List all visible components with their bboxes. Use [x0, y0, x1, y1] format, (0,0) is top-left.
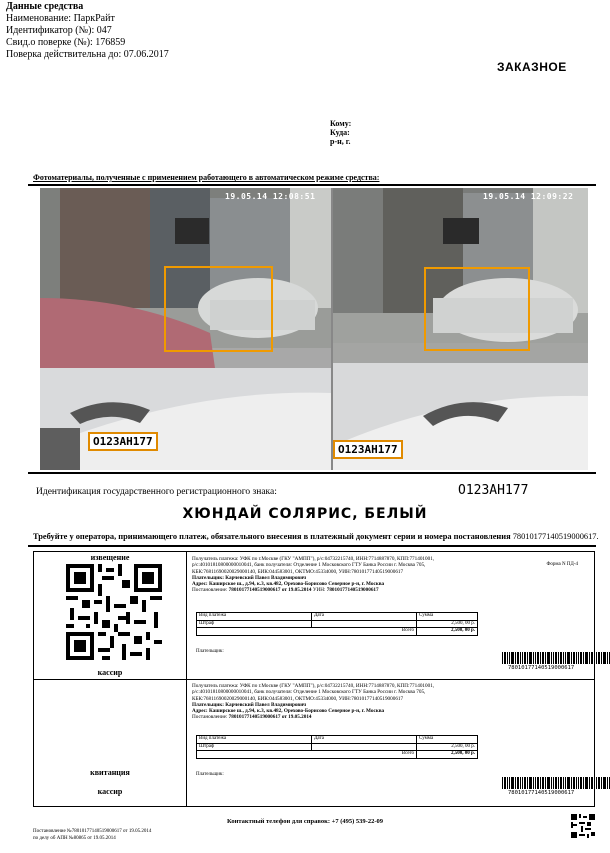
table-header-date: Дата	[312, 613, 417, 621]
decree-value: 78010177140519000617 от 19.05.2014	[228, 714, 312, 721]
table-row	[197, 736, 478, 744]
verification-valid-line: Поверка действительна до: 07.06.2017	[6, 49, 169, 60]
device-id-line: Идентификатор (№): 047	[6, 25, 112, 36]
table-row	[197, 613, 478, 621]
plate-identification-value: О123АН177	[458, 483, 529, 498]
table-header-type: Вид платежа	[197, 736, 312, 744]
corner-qr-code-icon	[571, 814, 595, 838]
payer-address: Каширское ш., д.94, к.3, кв.482, Орехово-Борисово Северное р-н, г. Москва	[208, 581, 385, 588]
photo-strip	[40, 188, 588, 470]
payment-table	[196, 612, 478, 636]
address-to: Кому:	[330, 119, 352, 128]
recipient-address	[330, 119, 351, 146]
photo-1-plate: О123АН177	[88, 432, 158, 451]
uin-label: УИН:	[312, 587, 326, 594]
payer-address-label: Адрес:	[192, 708, 208, 715]
photo-section-title: Фотоматериалы, полученные с применением работающего в автоматическом режиме средства:	[33, 173, 380, 182]
payer-name: Карчевский Павел Владимирович	[225, 574, 307, 581]
photo-2-timestamp: 19.05.14 12:09:22	[483, 192, 574, 201]
decree-value: 78010177140519000617 от 19.05.2014	[228, 587, 312, 594]
payer-address-label: Адрес:	[192, 581, 208, 588]
payee-line-2: р/с:40101810800000010041, банк получателя: Отделение 1 Московского ГТУ Банка России г. Москва 705,	[192, 689, 426, 696]
form-number: Форма N ПД-4	[546, 562, 578, 567]
notice-rule	[28, 545, 596, 547]
street-scene-image	[333, 188, 588, 470]
fine-date	[312, 620, 417, 628]
footer-decree-info	[33, 828, 151, 842]
device-data	[6, 1, 169, 61]
barcode-number: 78010177140519000617	[508, 790, 575, 796]
receipt-label: квитанция	[90, 768, 130, 777]
payee-line-2: р/с:40101810800000010041, банк получателя: Отделение 1 Московского ГТУ Банка России г. Москва 705,	[192, 562, 426, 569]
table-row	[197, 751, 478, 759]
decree-label: Постановление:	[192, 587, 228, 594]
total-label: Всего	[197, 751, 417, 759]
payment-notice-text: Требуйте у оператора, принимающего платеж, обязательного внесения в платежный документ серии и номера постановления	[33, 532, 511, 541]
address-where: Куда:	[330, 128, 350, 137]
table-header-amount: Сумма	[417, 613, 478, 621]
cashier-label: кассир	[97, 668, 123, 677]
fine-label: Штраф	[197, 620, 312, 628]
payee-details	[192, 556, 492, 594]
address-district: р-н, г.	[330, 137, 351, 146]
photo-2-plate: О123АН177	[333, 440, 403, 459]
payer-signature-label-2: Плательщик:	[196, 772, 224, 777]
table-row	[197, 743, 478, 751]
uin-value: 78010177140519000617	[326, 587, 379, 594]
payment-notice-number: 78010177140519000617.	[512, 532, 599, 541]
table-row	[197, 628, 478, 636]
receipt-notice	[34, 552, 594, 680]
verification-cert-line: Свид.о поверке (№): 176859	[6, 37, 126, 48]
qr-code-icon	[66, 564, 162, 660]
notice-label: извещение	[90, 553, 130, 562]
barcode-icon	[502, 652, 610, 664]
payer-name: Карчевский Павел Владимирович	[225, 701, 307, 708]
payment-notice	[33, 532, 599, 541]
fine-label: Штраф	[197, 743, 312, 751]
footer-decree-line: Постановление №78010177140519000617 от 19.05.2014	[33, 829, 152, 834]
violation-photo-1	[40, 188, 331, 470]
barcode-icon	[502, 777, 610, 789]
payment-table-2	[196, 735, 478, 759]
payer-address: Каширское ш., д.94, к.3, кв.482, Орехово-Борисово Северное р-н, г. Москва	[208, 708, 385, 715]
device-data-title: Данные средства	[6, 1, 84, 12]
payee-line-3: КБК:76811690020029000140, БИК:044583001, ОКТМО:45334000, УИН:78010177140519000617	[192, 695, 404, 702]
photo-top-rule	[28, 184, 596, 186]
fine-amount: 2,500, 00 р.	[417, 743, 478, 751]
registered-mail-label: ЗАКАЗНОЕ	[497, 60, 567, 74]
barcode-number: 78010177140519000617	[508, 665, 575, 671]
receipt-stub-details	[192, 679, 590, 806]
plate-identification-label: Идентификация государственного регистрационного знака:	[36, 487, 277, 497]
payee-line-1: Получатель платежа: УФК по г.Москве (ГКУ "АМПП"), р/с:04732215740, ИНН:7714887870, КПП:771401001,	[192, 556, 435, 562]
payment-form	[33, 551, 595, 807]
footer-case-line: по делу об АПН №80865 от 19.05.2014	[33, 836, 116, 841]
receipt-stub	[34, 679, 594, 806]
contact-phone: Контактный телефон для справок: +7 (495) 539-22-09	[226, 818, 384, 825]
payee-details-2	[192, 683, 492, 721]
cashier-label-2: кассир	[97, 787, 123, 796]
device-name-line: Наименование: ПаркРайт	[6, 13, 115, 24]
payer-name-label: Плательщик:	[192, 701, 224, 708]
photo-bottom-rule	[28, 472, 596, 474]
payer-name-label: Плательщик:	[192, 574, 224, 581]
payer-signature-label: Плательщик:	[196, 649, 224, 654]
violation-photo-2	[333, 188, 588, 470]
total-label: Всего	[197, 628, 417, 636]
fine-date	[312, 743, 417, 751]
total-amount: 2,500, 00 р.	[417, 751, 478, 759]
fine-amount: 2,500, 00 р.	[417, 620, 478, 628]
table-row	[197, 620, 478, 628]
photo-1-timestamp: 19.05.14 12:08:51	[225, 192, 316, 201]
receipt-stub-left	[34, 679, 187, 806]
receipt-notice-details	[192, 552, 590, 679]
payee-line-3: КБК:76811690020029000140, БИК:044583001, ОКТМО:45334000, УИН:78010177140519000617	[192, 568, 404, 575]
decree-label: Постановление:	[192, 714, 228, 721]
table-header-date: Дата	[312, 736, 417, 744]
payee-line-1: Получатель платежа: УФК по г.Москве (ГКУ "АМПП"), р/с:04732215740, ИНН:7714887870, КПП:771401001,	[192, 683, 435, 689]
vehicle-model: ХЮНДАЙ СОЛЯРИС, БЕЛЫЙ	[182, 506, 428, 522]
street-scene-image	[40, 188, 331, 470]
table-header-amount: Сумма	[417, 736, 478, 744]
total-amount: 2,500, 00 р.	[417, 628, 478, 636]
receipt-notice-left	[34, 552, 187, 679]
table-header-type: Вид платежа	[197, 613, 312, 621]
